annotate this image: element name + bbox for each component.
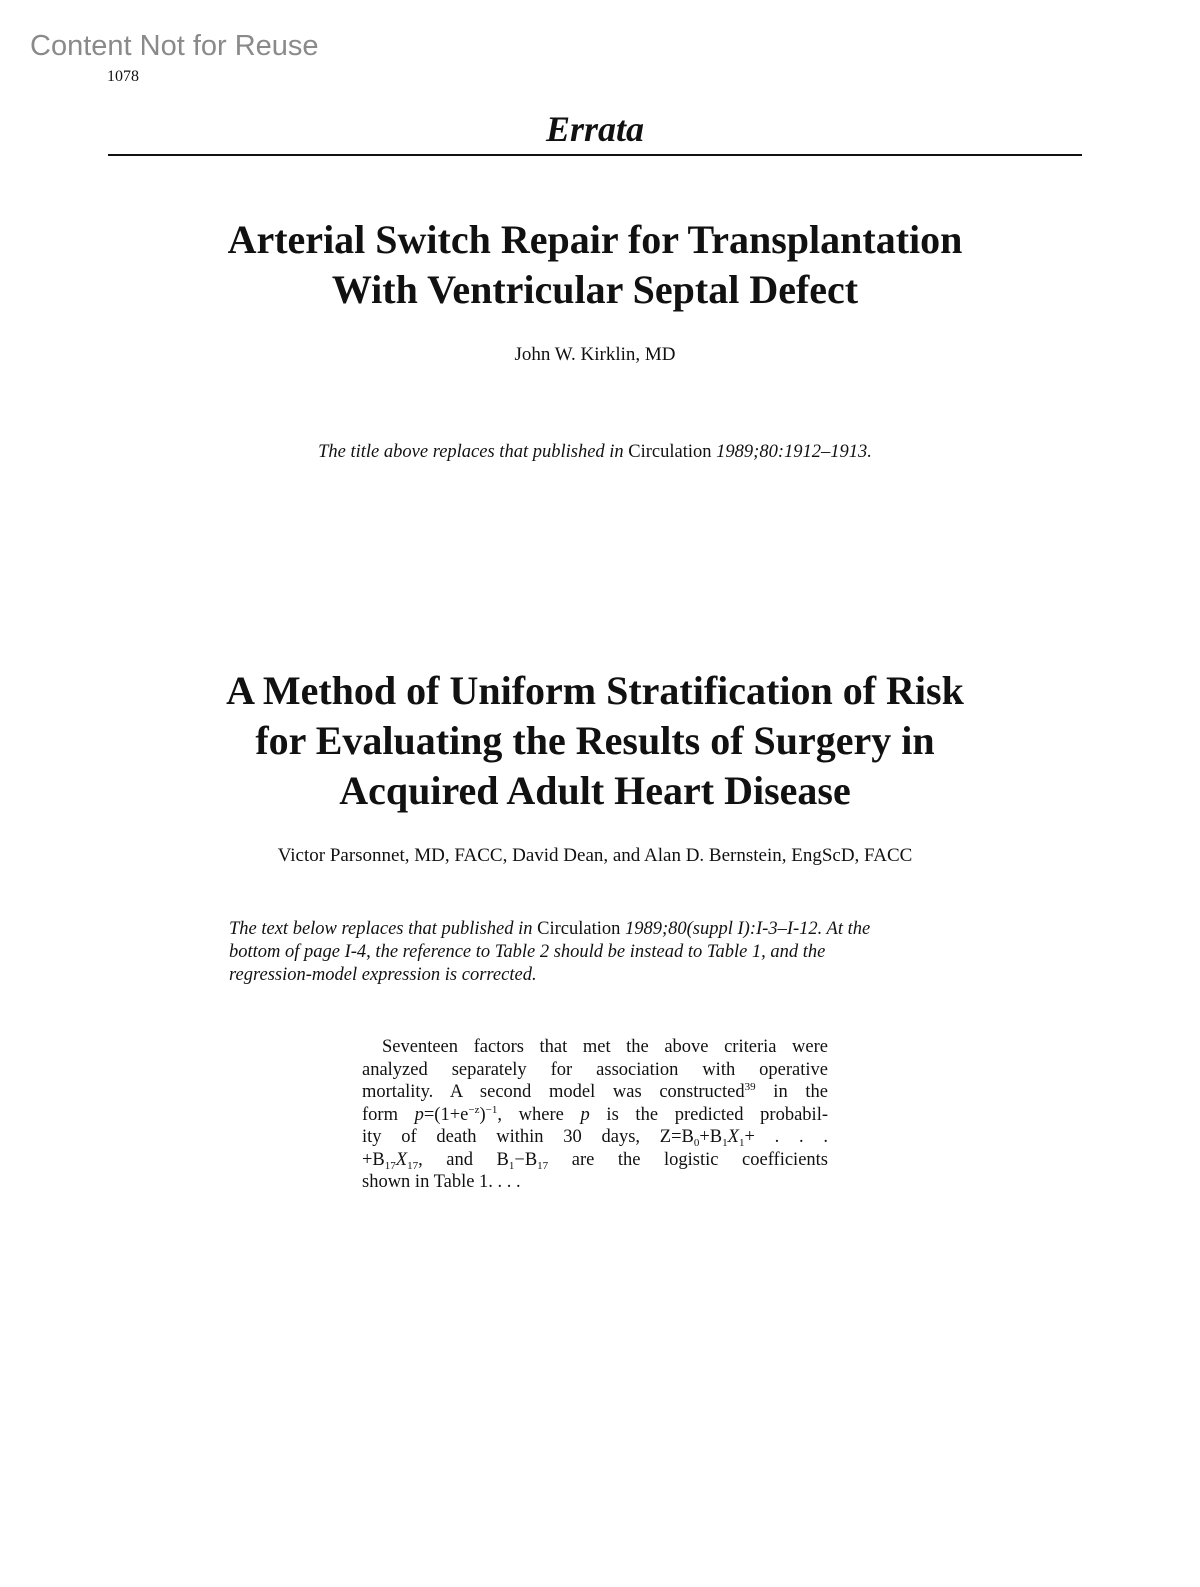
body-fragment: +B: [362, 1149, 385, 1170]
math-subscript: 1: [508, 1159, 515, 1172]
math-superscript: −z: [468, 1103, 480, 1116]
erratum1-title-line: With Ventricular Septal Defect: [331, 267, 859, 312]
journal-name: Circulation: [628, 442, 712, 462]
math-subscript: 17: [407, 1159, 419, 1172]
erratum1-title: [0, 215, 1190, 315]
body-line: shown in Table 1. . . .: [362, 1172, 521, 1192]
watermark: Content Not for Reuse: [30, 30, 319, 62]
math-subscript: 1: [722, 1137, 728, 1149]
body-line: [362, 1104, 828, 1127]
body-fragment: ): [479, 1104, 486, 1125]
body-fragment: in the: [755, 1082, 828, 1102]
body-line: analyzed separately for association with operative: [362, 1059, 828, 1080]
page-number: 1078: [107, 68, 139, 85]
body-line: [362, 1081, 828, 1104]
journal-name: Circulation: [537, 919, 621, 939]
erratum1-note: [0, 442, 1190, 463]
body-line: [362, 1126, 828, 1149]
math-subscript: 1: [738, 1137, 745, 1149]
body-fragment: +B: [699, 1127, 723, 1147]
reference-superscript: 39: [744, 1081, 756, 1093]
math-superscript: −1: [485, 1103, 498, 1116]
erratum2-title-line: Acquired Adult Heart Disease: [339, 768, 851, 813]
body-fragment: + . . .: [744, 1127, 828, 1147]
math-var: X: [727, 1127, 739, 1147]
math-subscript: 17: [384, 1159, 396, 1172]
erratum1-authors: John W. Kirklin, MD: [514, 344, 676, 365]
erratum2-title-line: for Evaluating the Results of Surgery in: [255, 718, 935, 763]
body-fragment: , where: [497, 1104, 581, 1125]
body-fragment: , and B: [418, 1149, 509, 1170]
section-heading: Errata: [545, 109, 645, 149]
body-line: Seventeen factors that met the above criteria were: [382, 1037, 828, 1057]
note-citation: 1989;80:1912–1913.: [716, 442, 872, 462]
math-subscript: 17: [537, 1159, 549, 1172]
body-fragment: form: [362, 1104, 415, 1125]
math-var: p: [580, 1104, 590, 1125]
note-text: The title above replaces that published in: [318, 442, 624, 462]
erratum2-authors: Victor Parsonnet, MD, FACC, David Dean, and Alan D. Bernstein, EngScD, FACC: [277, 845, 913, 866]
body-line: [362, 1149, 828, 1172]
erratum2-title: [0, 666, 1190, 816]
corrected-body-text: [362, 1036, 828, 1194]
note-line: bottom of page I-4, the reference to Table 2 should be instead to Table 1, and the: [229, 942, 826, 962]
body-fragment: ity of death within 30 days, Z=B: [362, 1127, 694, 1147]
note-line: regression-model expression is corrected.: [229, 965, 537, 985]
note-citation: 1989;80(suppl I):I-3–I-12. At the: [624, 919, 871, 939]
erratum2-note: [229, 918, 964, 987]
note-line: [229, 918, 964, 941]
body-fragment: −B: [514, 1149, 538, 1170]
body-fragment: =(1+e: [423, 1104, 469, 1125]
math-var: p: [414, 1104, 424, 1125]
erratum1-title-line: Arterial Switch Repair for Transplantation: [227, 217, 963, 262]
body-fragment: mortality. A second model was constructed: [362, 1082, 745, 1102]
math-subscript: 0: [693, 1137, 700, 1149]
note-text: The text below replaces that published in: [229, 919, 533, 939]
math-var: X: [395, 1149, 408, 1170]
erratum2-title-line: A Method of Uniform Stratification of Risk: [226, 668, 964, 713]
body-fragment: are the logistic coefficients: [548, 1149, 828, 1170]
heading-rule: [108, 154, 1082, 156]
body-fragment: is the predicted probabil-: [589, 1104, 828, 1125]
